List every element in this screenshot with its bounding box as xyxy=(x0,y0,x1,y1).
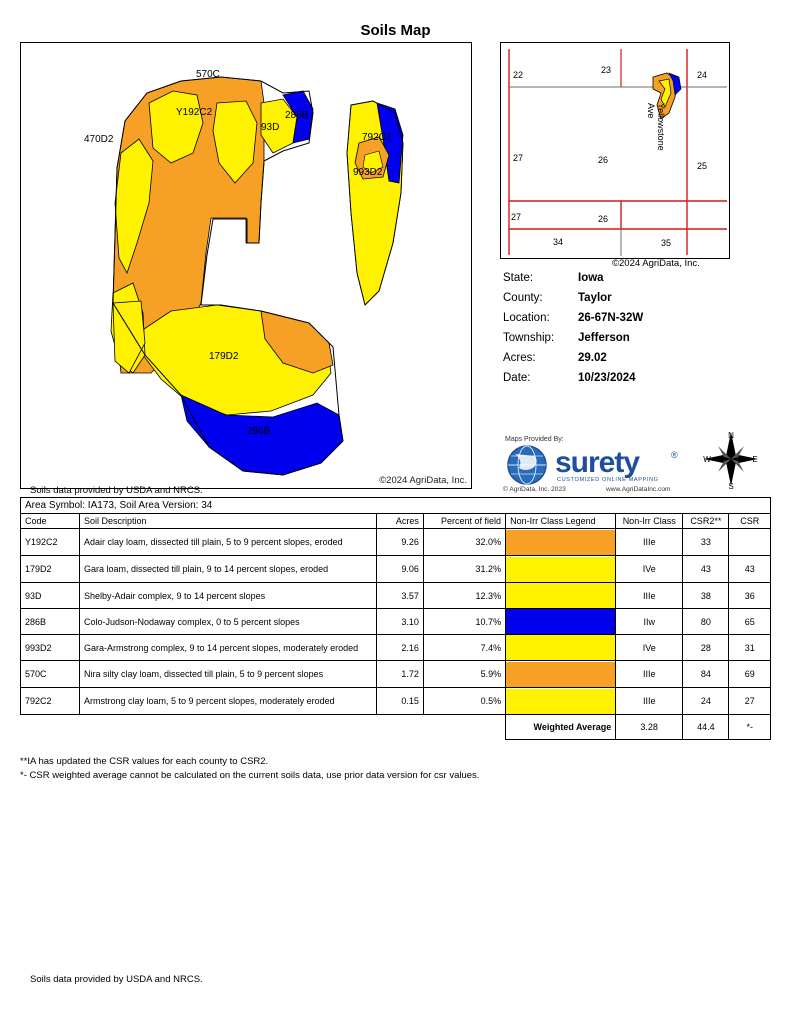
soils-table-wrap xyxy=(20,497,771,740)
cell-csr: 27 xyxy=(729,688,771,715)
cell-description: Adair clay loam, dissected till plain, 5 to 9 percent slopes, eroded xyxy=(80,529,377,556)
map-copyright: ©2024 AgriData, Inc. xyxy=(379,475,467,486)
surety-logo[interactable] xyxy=(503,444,688,486)
cell-description: Armstrong clay loam, 5 to 9 percent slopes, moderately eroded xyxy=(80,688,377,715)
cell-acres: 0.15 xyxy=(376,688,423,715)
table-row xyxy=(21,583,771,609)
cell-csr2: 38 xyxy=(683,583,729,609)
cell-csr2: 80 xyxy=(683,609,729,635)
cell-acres: 3.57 xyxy=(376,583,423,609)
cell-csr: 69 xyxy=(729,661,771,688)
soils-table xyxy=(20,497,771,740)
soils-source-note-top: Soils data provided by USDA and NRCS. xyxy=(30,485,203,496)
map-label-Y192C2: Y192C2 xyxy=(176,107,213,118)
cell-csr2: 84 xyxy=(683,661,729,688)
info-key-township: Township: xyxy=(503,332,555,344)
table-row xyxy=(21,635,771,661)
table-row xyxy=(21,688,771,715)
cell-description: Gara loam, dissected till plain, 9 to 14 percent slopes, eroded xyxy=(80,556,377,583)
road-label-yellowstone-ave: Yellowstone Ave xyxy=(646,103,666,151)
compass-rose-icon xyxy=(700,428,762,490)
cell-nonirr-class: IIw xyxy=(616,609,683,635)
maps-provided-by-label: Maps Provided By: xyxy=(505,436,564,443)
table-weighted-average-row xyxy=(21,715,771,740)
cell-nonirr-class: IVe xyxy=(616,556,683,583)
cell-csr: 43 xyxy=(729,556,771,583)
map-label-179D2: 179D2 xyxy=(209,351,239,362)
section-25: 25 xyxy=(697,161,708,171)
info-row-acres xyxy=(503,352,643,364)
cell-nonirr-class: IIIe xyxy=(616,688,683,715)
th-percent: Percent of field xyxy=(423,514,505,529)
legend-swatch xyxy=(506,609,615,634)
cell-csr: 31 xyxy=(729,635,771,661)
svg-text:E: E xyxy=(752,455,758,464)
cell-nonirr-class: IIIe xyxy=(616,583,683,609)
cell-legend xyxy=(506,661,616,688)
cell-csr xyxy=(729,529,771,556)
th-csr2: CSR2** xyxy=(683,514,729,529)
surety-registered-mark: ® xyxy=(671,450,678,460)
cell-acres: 9.26 xyxy=(376,529,423,556)
cell-legend xyxy=(506,583,616,609)
cell-acres: 1.72 xyxy=(376,661,423,688)
footnotes xyxy=(20,755,479,783)
section-map-graphic xyxy=(501,43,727,256)
info-value-township: Jefferson xyxy=(578,332,630,344)
info-row-state xyxy=(503,272,643,284)
map-label-286B-top: 286B xyxy=(285,110,309,121)
map-label-792C2: 792C2 xyxy=(362,132,392,143)
info-key-county: County: xyxy=(503,292,543,304)
svg-text:N: N xyxy=(728,431,734,440)
agridata-url[interactable]: www.AgriDataInc.com xyxy=(606,486,671,493)
info-row-location xyxy=(503,312,643,324)
agridata-copyright: © AgriData, Inc. 2023 xyxy=(503,486,566,493)
cell-legend xyxy=(506,529,616,556)
soils-source-note-bottom: Soils data provided by USDA and NRCS. xyxy=(30,974,203,985)
table-row xyxy=(21,661,771,688)
map-label-570C: 570C xyxy=(196,69,220,80)
section-24: 24 xyxy=(697,70,708,80)
svg-text:W: W xyxy=(703,455,711,464)
cell-percent: 12.3% xyxy=(423,583,505,609)
weighted-average-acres: 3.28 xyxy=(616,715,683,740)
legend-swatch xyxy=(506,530,615,555)
cell-description: Nira silty clay loam, dissected till plain, 5 to 9 percent slopes xyxy=(80,661,377,688)
info-value-acres: 29.02 xyxy=(578,352,607,364)
field-info-list xyxy=(503,272,643,392)
surety-wordmark: surety xyxy=(555,446,640,479)
legend-swatch xyxy=(506,689,615,714)
cell-percent: 31.2% xyxy=(423,556,505,583)
cell-code: 993D2 xyxy=(21,635,80,661)
cell-percent: 7.4% xyxy=(423,635,505,661)
cell-csr2: 33 xyxy=(683,529,729,556)
section-26: 26 xyxy=(598,155,609,165)
th-code: Code xyxy=(21,514,80,529)
legend-swatch xyxy=(506,557,615,582)
info-row-township xyxy=(503,332,643,344)
info-row-county xyxy=(503,292,643,304)
map-label-993D2: 993D2 xyxy=(353,167,383,178)
globe-icon xyxy=(503,444,553,486)
section-27: 27 xyxy=(513,153,524,163)
cell-nonirr-class: IIIe xyxy=(616,529,683,556)
info-key-date: Date: xyxy=(503,372,531,384)
cell-percent: 0.5% xyxy=(423,688,505,715)
cell-description: Shelby-Adair complex, 9 to 14 percent slopes xyxy=(80,583,377,609)
cell-csr2: 28 xyxy=(683,635,729,661)
cell-csr2: 24 xyxy=(683,688,729,715)
cell-acres: 3.10 xyxy=(376,609,423,635)
footnote-csr2: **IA has updated the CSR values for each county to CSR2. xyxy=(20,756,269,767)
section-map-copyright: ©2024 AgriData, Inc. xyxy=(612,258,700,269)
cell-csr: 36 xyxy=(729,583,771,609)
info-value-location: 26-67N-32W xyxy=(578,312,644,324)
section-35: 35 xyxy=(661,238,672,248)
cell-csr: 65 xyxy=(729,609,771,635)
cell-nonirr-class: IVe xyxy=(616,635,683,661)
section-23: 23 xyxy=(601,65,612,75)
table-row xyxy=(21,609,771,635)
cell-percent: 5.9% xyxy=(423,661,505,688)
legend-swatch xyxy=(506,583,615,608)
cell-legend xyxy=(506,688,616,715)
section-27-lower: 27 xyxy=(511,212,522,222)
info-value-state: Iowa xyxy=(578,272,604,284)
area-symbol-cell: Area Symbol: IA173, Soil Area Version: 34 xyxy=(21,498,771,514)
svg-text:S: S xyxy=(728,482,734,490)
cell-acres: 9.06 xyxy=(376,556,423,583)
weighted-average-csr2: 44.4 xyxy=(683,715,729,740)
table-row xyxy=(21,529,771,556)
cell-legend xyxy=(506,556,616,583)
table-header-row xyxy=(21,514,771,529)
section-location-map[interactable] xyxy=(500,42,730,259)
cell-code: 792C2 xyxy=(21,688,80,715)
cell-legend xyxy=(506,635,616,661)
cell-description: Gara-Armstrong complex, 9 to 14 percent slopes, moderately eroded xyxy=(80,635,377,661)
th-nonirr-class: Non-Irr Class xyxy=(616,514,683,529)
th-acres: Acres xyxy=(376,514,423,529)
map-label-93D: 93D xyxy=(261,122,280,133)
cell-code: 286B xyxy=(21,609,80,635)
section-34: 34 xyxy=(553,237,564,247)
cell-nonirr-class: IIIe xyxy=(616,661,683,688)
cell-code: 93D xyxy=(21,583,80,609)
th-csr: CSR xyxy=(729,514,771,529)
info-key-state: State: xyxy=(503,272,534,284)
cell-csr2: 43 xyxy=(683,556,729,583)
cell-legend xyxy=(506,609,616,635)
map-label-286B-bottom: 286B xyxy=(247,426,271,437)
th-description: Soil Description xyxy=(80,514,377,529)
surety-tagline: CUSTOMIZED ONLINE MAPPING xyxy=(557,477,659,483)
cell-acres: 2.16 xyxy=(376,635,423,661)
cell-percent: 10.7% xyxy=(423,609,505,635)
info-value-county: Taylor xyxy=(578,292,612,304)
th-legend: Non-Irr Class Legend xyxy=(506,514,616,529)
footnote-csr-weighted: *- CSR weighted average cannot be calculated on the current soils data, use prior data version for csr values. xyxy=(20,769,480,781)
legend-swatch xyxy=(506,635,615,660)
table-row xyxy=(21,556,771,583)
weighted-average-label: Weighted Average xyxy=(506,715,616,740)
soils-map-graphic xyxy=(21,43,469,486)
section-22: 22 xyxy=(513,70,524,80)
info-key-location: Location: xyxy=(503,312,550,324)
weighted-average-csr: *- xyxy=(729,715,771,740)
map-label-470D2: 470D2 xyxy=(84,134,114,145)
info-value-date: 10/23/2024 xyxy=(578,372,636,384)
info-key-acres: Acres: xyxy=(503,352,536,364)
cell-code: 179D2 xyxy=(21,556,80,583)
legend-swatch xyxy=(506,662,615,687)
table-area-symbol-row xyxy=(21,498,771,514)
cell-percent: 32.0% xyxy=(423,529,505,556)
cell-code: 570C xyxy=(21,661,80,688)
cell-description: Colo-Judson-Nodaway complex, 0 to 5 percent slopes xyxy=(80,609,377,635)
page-title: Soils Map xyxy=(360,22,431,39)
section-26-lower: 26 xyxy=(598,214,609,224)
info-row-date xyxy=(503,372,643,384)
cell-code: Y192C2 xyxy=(21,529,80,556)
soils-map-panel[interactable] xyxy=(20,42,472,489)
